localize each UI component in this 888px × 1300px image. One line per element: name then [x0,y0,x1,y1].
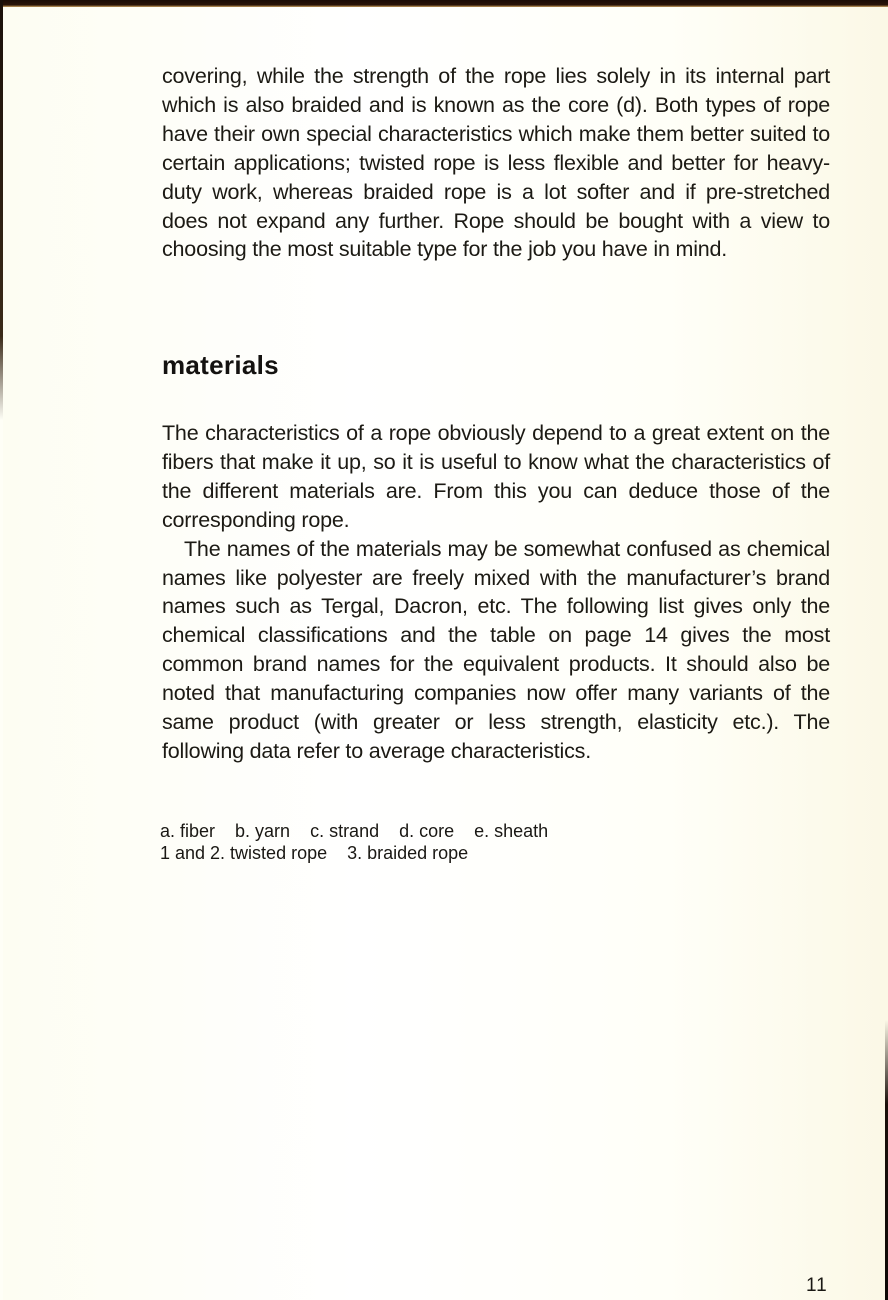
page-number: 11 [806,1275,828,1296]
materials-section [162,419,830,766]
scan-left-edge [0,0,3,420]
materials-paragraph-1: The characteristics of a rope obviously depend to a great extent on the fibers that make it up, so it is useful to know what the characteristics of the different materials are. From this you can deduce those of the corresponding rope. [162,421,830,532]
figure-caption [160,820,548,864]
intro-paragraph: covering, while the strength of the rope lies solely in its internal part which is also braided and is known as the core (d). Both types of rope have their own special characteristics which make them better suited to certain applications; twisted rope is less flexible and better for heavy-duty work, whereas braided rope is a lot softer and if pre-stretched does not expand any further. Rope should be bought with a view to choosing the most suitable type for the job you have in mind. [162,64,830,262]
materials-paragraph-2: The names of the materials may be somewhat confused as chemical names like polyester are freely mixed with the manufacturer’s brand names such as Tergal, Dacron, etc. The following list gives only the chemical classifications and the table on page 14 gives the most common brand names for the equivalent products. It should also be noted that manufacturing companies now offer many variants of the same product (with greater or less strength, elasticity etc.). The following data refer to average characteristics. [162,536,830,763]
scan-top-edge [0,0,888,7]
caption-line-parts: a. fiber b. yarn c. strand d. core e. sheath [160,821,549,841]
intro-section [162,62,830,264]
caption-line-rope-types: 1 and 2. twisted rope 3. braided rope [160,843,469,863]
section-heading: materials [162,350,279,380]
